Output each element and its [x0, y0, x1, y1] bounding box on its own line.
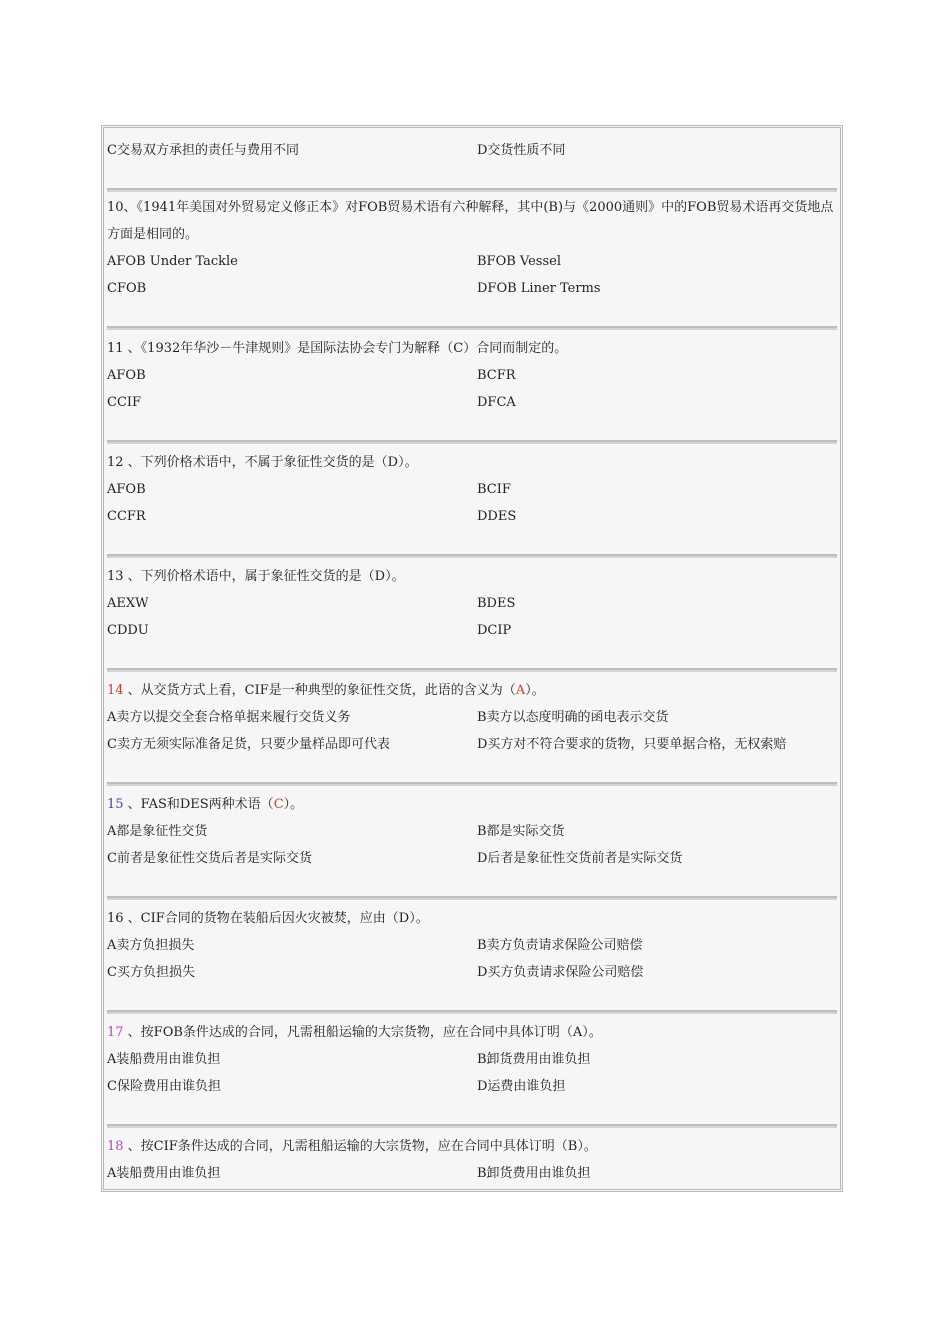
- question-number: 10: [107, 200, 124, 215]
- option-a: AFOB: [107, 368, 146, 383]
- question-text: 、下列价格术语中，不属于象征性交货的是（D）。: [123, 455, 418, 470]
- question-number: 13: [107, 569, 124, 584]
- option-b: B卖方负责请求保险公司赔偿: [477, 938, 643, 953]
- question-text-end: ）。: [525, 683, 545, 698]
- row-divider: [107, 1124, 837, 1128]
- option-c: C交易双方承担的责任与费用不同: [107, 143, 299, 158]
- question-number: 12: [107, 455, 124, 470]
- question-16-stem: [107, 910, 429, 928]
- question-number: 18: [107, 1139, 124, 1154]
- option-c: CCIF: [107, 395, 142, 410]
- option-c: C卖方无须实际准备足货，只要少量样品即可代表: [107, 737, 390, 752]
- option-a: A都是象征性交货: [107, 824, 208, 839]
- option-a: A卖方负担损失: [107, 938, 195, 953]
- row-divider: [107, 782, 837, 786]
- option-b: B卸货费用由谁负担: [477, 1166, 591, 1181]
- question-number: 16: [107, 911, 124, 926]
- option-b: BCIF: [477, 482, 511, 497]
- option-d: D交货性质不同: [477, 143, 566, 158]
- option-c: CDDU: [107, 623, 149, 638]
- question-text: 、《1941年美国对外贸易定义修正本》对FOB贸易术语有六种解释，其中(B)与《2000通则》中的FOB贸易术语再交货地点方面是相同的。: [107, 200, 834, 242]
- row-divider: [107, 326, 837, 330]
- option-d: DFOB Liner Terms: [477, 281, 601, 296]
- question-table: [101, 125, 843, 1192]
- question-text: 、CIF合同的货物在装船后因火灾被焚，应由（D）。: [123, 911, 429, 926]
- option-c: CCFR: [107, 509, 146, 524]
- question-text: 、按CIF条件达成的合同，凡需租船运输的大宗货物，应在合同中具体订明（B）。: [123, 1139, 597, 1154]
- option-a: AEXW: [107, 596, 149, 611]
- option-a: AFOB Under Tackle: [107, 254, 238, 269]
- question-11-stem: [107, 340, 567, 358]
- option-d: DFCA: [477, 395, 516, 410]
- row-divider: [107, 440, 837, 444]
- question-number: 11: [107, 341, 124, 356]
- option-c: C前者是象征性交货后者是实际交货: [107, 851, 312, 866]
- option-d: D买方对不符合要求的货物，只要单据合格，无权索赔: [477, 737, 787, 752]
- row-divider: [107, 554, 837, 558]
- question-number: 17: [107, 1025, 124, 1040]
- option-b: B都是实际交货: [477, 824, 565, 839]
- question-text: 、按FOB条件达成的合同，凡需租船运输的大宗货物，应在合同中具体订明（A）。: [123, 1025, 602, 1040]
- question-17-stem: [107, 1024, 602, 1042]
- option-a: A装船费用由谁负担: [107, 1052, 221, 1067]
- option-a: A卖方以提交全套合格单据来履行交货义务: [107, 710, 351, 725]
- question-10-stem: [107, 194, 841, 248]
- option-b: BCFR: [477, 368, 516, 383]
- question-14-stem: [107, 682, 545, 700]
- row-divider: [107, 1010, 837, 1014]
- option-c: C买方负担损失: [107, 965, 195, 980]
- question-13-stem: [107, 568, 405, 586]
- question-text: 、从交货方式上看，CIF是一种典型的象征性交货，此语的含义为（: [123, 683, 516, 698]
- row-divider: [107, 668, 837, 672]
- row-divider: [107, 896, 837, 900]
- option-d: DDES: [477, 509, 517, 524]
- option-d: D买方负责请求保险公司赔偿: [477, 965, 644, 980]
- option-c: CFOB: [107, 281, 147, 296]
- question-text-end: ）。: [283, 797, 304, 812]
- question-15-stem: [107, 796, 303, 814]
- option-c: C保险费用由谁负担: [107, 1079, 221, 1094]
- option-a: AFOB: [107, 482, 146, 497]
- question-text: 、FAS和DES两种术语（: [123, 797, 274, 812]
- answer-letter: A: [515, 683, 526, 698]
- option-b: B卖方以态度明确的函电表示交货: [477, 710, 669, 725]
- question-18-stem: [107, 1138, 597, 1156]
- question-text: 、下列价格术语中，属于象征性交货的是（D）。: [123, 569, 405, 584]
- option-b: BDES: [477, 596, 516, 611]
- question-12-stem: [107, 454, 418, 472]
- option-d: D运费由谁负担: [477, 1079, 566, 1094]
- row-divider: [107, 188, 837, 192]
- option-b: BFOB Vessel: [477, 254, 561, 269]
- option-a: A装船费用由谁负担: [107, 1166, 221, 1181]
- option-b: B卸货费用由谁负担: [477, 1052, 591, 1067]
- question-number: 14: [107, 683, 124, 698]
- option-d: D后者是象征性交货前者是实际交货: [477, 851, 683, 866]
- question-text: 、《1932年华沙－牛津规则》是国际法协会专门为解释（C）合同而制定的。: [123, 341, 568, 356]
- option-d: DCIP: [477, 623, 512, 638]
- question-number: 15: [107, 797, 124, 812]
- answer-letter: C: [273, 797, 284, 812]
